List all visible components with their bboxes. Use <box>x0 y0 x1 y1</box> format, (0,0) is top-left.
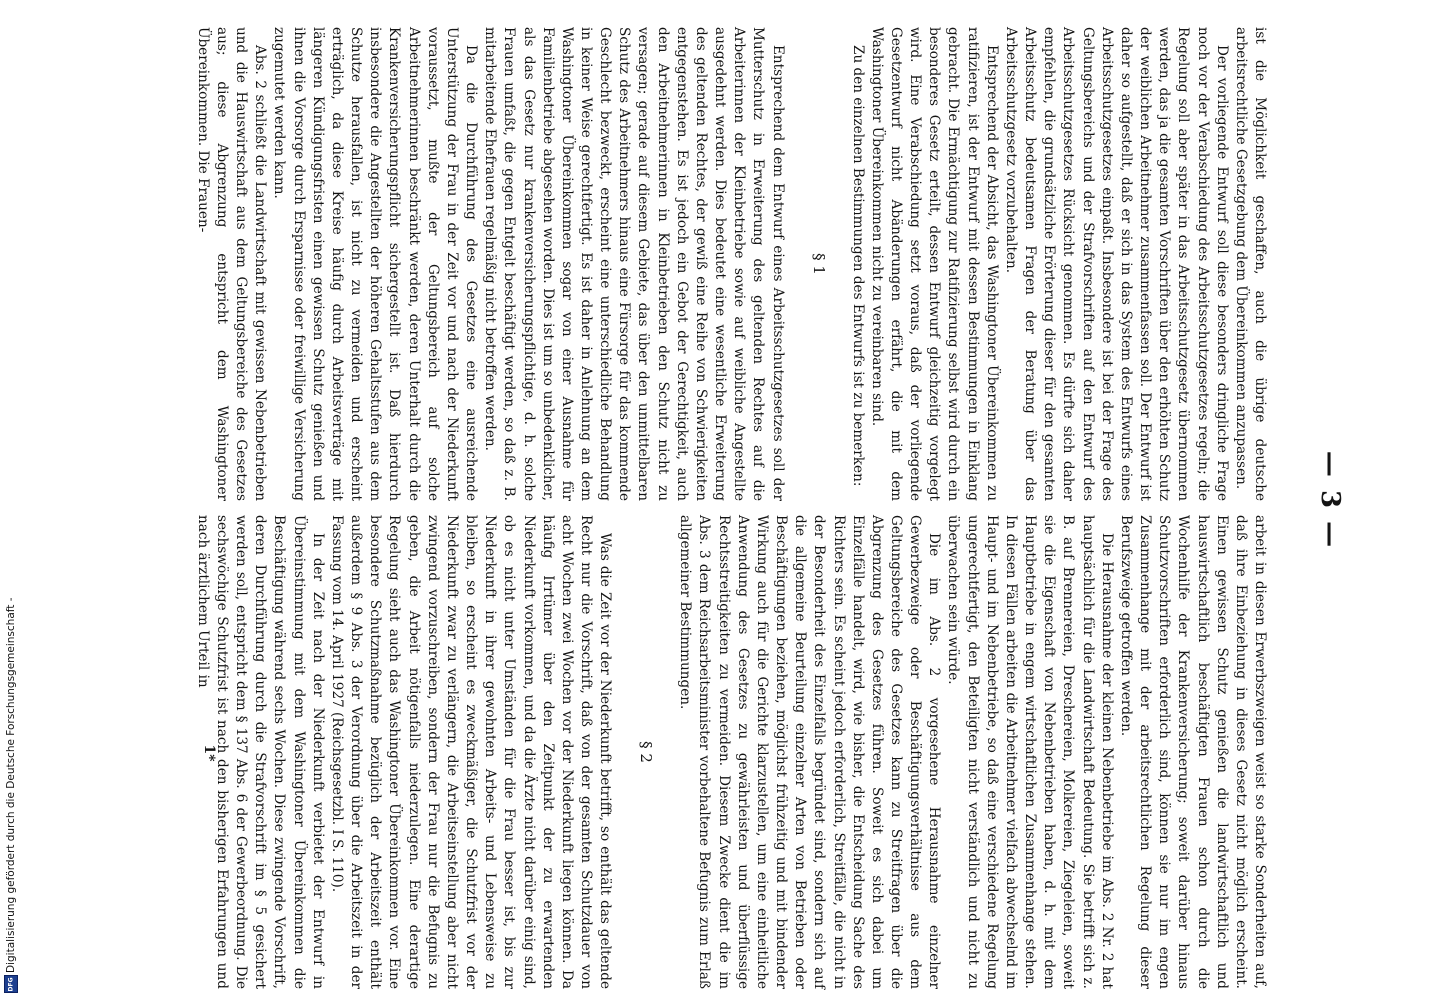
paragraph: Da die Durchführung des Gesetzes eine ausreichende Unterstützung der Frau in der Zeit vor und nach der Niederkunft voraussetzt, mußte der Geltungsbereich auf solche Arbeitnehmerinnen beschränkt werden, deren Unterhalt durch die Krankenversicherungspflicht sichergestellt ist. Daß hierdurch insbesondere die Angestellten der höheren Gehaltsstufen aus dem Schutze herausfallen, ist nicht zu vermeiden und erscheint erträglich, da diese Kreise häufig durch Arbeitsverträge mit längeren Kündigungsfristen einen gewissen Schutz genießen und ihnen die Vorsorge durch Ersparnisse oder freiwillige Versicherung zugemutet werden kann. <box>271 27 480 501</box>
paragraph: Die Herausnahme der kleinen Nebenbetriebe im Abs. 2 Nr. 2 hat hauptsächlich für die Landwirtschaft Bedeutung. Sie betrifft sich z. B. auf Brennereien, Dreschereien, Molkereien, Ziegeleien, soweit sie die Eigenschaft von Nebenbetrieben haben, d. h. mit dem Hauptbetriebe in engem wirtschaftlichen Zusammenhange stehen. In diesen Fällen arbeiten die Arbeitnehmer vielfach abwechselnd im Haupt- und im Nebenbetriebe, so daß eine verschiedene Regelung ungerechtfertigt, den Beteiligten nicht verständlich und nicht zu überwachen sein würde. <box>945 515 1115 989</box>
digitization-credit <box>4 7 18 993</box>
left-column <box>193 27 1269 501</box>
footnote-marker: 1* <box>201 744 217 762</box>
paragraph: Abs. 2 schließt die Landwirtschaft mit gewissen Nebenbetrieben und die Hauswirtschaft aus dem Geltungsbereiche des Gesetzes aus; diese Abgrenzung entspricht dem Washingtoner Übereinkommen. Die Frauen- <box>194 27 269 501</box>
section-heading: § 2 <box>637 741 656 763</box>
paragraph: ist die Möglichkeit geschaffen, auch die übrige deutsche arbeitsrechtliche Gesetzgebung dem Übereinkommen anzupassen. <box>1232 27 1268 501</box>
paragraph: arbeit in diesen Erwerbszweigen weist so starke Sonderheiten auf, daß ihre Einbeziehung in dieses Gesetz nicht möglich erscheint. Einen gewissen Schutz genießen die landwirtschaftlich und hauswirtschaftlich beschäftigten Frauen schon durch die Wochenhilfe der Krankenversicherung; soweit darüber hinaus Schutzvorschriften erforderlich sind, können sie nur im engen Zusammenhange mit der arbeitsrechtlichen Regelung dieser Berufszweige getroffen werden. <box>1117 515 1268 989</box>
paragraph: Entsprechend dem Entwurf eines Arbeitsschutzgesetzes soll der Mutterschutz in Erweiterung des geltenden Rechtes auf die Arbeiterinnen der Kleinbetriebe sowie auf weibliche Angestellte ausgedehnt werden. Dies bedeutet eine wesentliche Erweiterung des geltenden Rechtes, der gewiß eine Reihe von Schwierigkeiten entgegenstehen. Es ist jedoch ein Gebot der Gerechtigkeit, auch den Arbeitnehmerinnen in Kleinbetrieben den Schutz nicht zu versagen; gerade auf diesem Gebiete, das über den unmittelbaren Schutz des Arbeitnehmers hinaus eine Fürsorge für das kommende Geschlecht bezweckt, erscheint eine unterschiedliche Behandlung in keiner Weise gerechtfertigt. Es ist daher in Anlehnung an dem Washingtoner Übereinkommen sogar von einer Ausnahme für Familienbetriebe abgesehen worden. Dies ist um so unbedenklicher, als das Gesetz nur krankenversicherungspflichtige, d. h. solche Frauen umfaßt, die gegen Entgelt beschäftigt werden, so daß z. B. mitarbeitende Ehefrauen regelmäßig nicht betroffen werden. <box>482 27 786 501</box>
paragraph: Was die Zeit vor der Niederkunft betrifft, so enthält das geltende Recht nur die Vorschrift, daß von der gesamten Schutzdauer von acht Wochen zwei Wochen vor der Niederkunft liegen können. Da häufig Irrtümer über den Zeitpunkt der zu erwartenden Niederkunft vorkommen, und da die Ärzte nicht darüber einig sind, ob es nicht unter Umständen für die Frau besser ist, bis zur Niederkunft in ihrer gewohnten Arbeits- und Lebensweise zu bleiben, so erscheint es zweckmäßiger, die Schutzfrist vor der Niederkunft zwar zu verlängern, die Arbeitseinstellung aber nicht zwingend vorzuschreiben, sondern der Frau nur die Befugnis zu geben, die Arbeit nötigenfalls niederzulegen. Eine derartige Regelung sieht auch das Washingtoner Übereinkommen vor. Eine besondere Schutzmaßnahme bezüglich der Arbeitszeit enthält außerdem § 9 Abs. 3 der Verordnung über die Arbeitszeit in der Fassung vom 14. April 1927 (Reichsgesetzbl. I S. 110). <box>328 515 614 989</box>
page-number: — 3 — <box>1315 450 1345 550</box>
rotated-page <box>117 0 1417 1000</box>
paragraph: Der vorliegende Entwurf soll diese besonders dringliche Frage noch vor der Verabschiedung des Arbeitsschutzgesetzes regeln; die Regelung soll aber später in das Arbeitsschutzgesetz übernommen werden, das ja die gesamten Vorschriften über den erhöhten Schutz der weiblichen Arbeitnehmer zusammenfassen soll. Der Entwurf ist daher so aufgestellt, daß er sich in das System des Entwurfs eines Arbeitsschutzgesetzes einpaßt. Insbesondere ist bei der Frage des Geltungsbereichs und der Strafvorschriften auf den Entwurf des Arbeitsschutzgesetzes Rücksicht genommen. Es dürfte sich daher empfehlen, die grundsätzliche Erörterung dieser für den gesamten Arbeitsschutz bedeutsamen Fragen der Beratung über das Arbeitsschutzgesetz vorzubehalten. <box>1002 27 1230 501</box>
right-column <box>193 515 1269 989</box>
credit-line: Digitalisierung gefördert durch die Deutsche Forschungsgemeinschaft - <box>5 597 17 973</box>
paragraph: Entsprechend der Absicht, das Washingtoner Übereinkommen zu ratifizieren, ist der Entwurf mit dessen Bestimmungen in Einklang gebracht. Die Ermächtigung zur Ratifizierung selbst wird durch ein besonderes Gesetz erteilt, dessen Entwurf gleichzeitig vorgelegt wird. Eine Verabschiedung setzt voraus, daß der vorliegende Gesetzentwurf nicht Abänderungen erfährt, die mit dem Washingtoner Übereinkommen nicht zu vereinbaren sind. <box>868 27 1000 501</box>
section-heading: § 1 <box>809 253 828 275</box>
dfg-logo-icon <box>4 975 18 993</box>
paragraph: Die im Abs. 2 vorgesehene Herausnahme einzelner Gewerbezweige oder Beschäftigungsverhältnisse aus dem Geltungsbereiche des Gesetzes kann zu Streitfragen über die Abgrenzung des Gesetzes führen. Soweit es sich dabei um Einzelfälle handelt, wird, wie bisher, die Entscheidung Sache des Richters sein. Es scheint jedoch erforderlich, Streitfälle, die nicht in der Besonderheit des Einzelfalls begründet sind, sondern sich auf die allgemeine Beurteilung einzelner Arten von Betrieben oder Beschäftigungen beziehen, möglichst frühzeitig und mit bindender Wirkung auch für die Gerichte klarzustellen, um eine einheitliche Anwendung des Gesetzes zu gewährleisten und überflüssige Rechtsstreitigkeiten zu vermeiden. Diesem Zwecke dient die im Abs. 3 dem Reichsarbeitsminister vorbehaltene Befugnis zum Erlaß allgemeiner Bestimmungen. <box>677 515 943 989</box>
paragraph: In der Zeit nach der Niederkunft verbietet der Entwurf in Übereinstimmung mit dem Washingtoner Übereinkommen die Beschäftigung während sechs Wochen. Diese zwingende Vorschrift, deren Durchführung durch die Strafvorschrift im § 5 gesichert werden soll, entspricht dem § 137 Abs. 6 der Gewerbeordnung. Die sechswöchige Schutzfrist ist nach den bisherigen Erfahrungen und nach ärztlichem Urteil in <box>194 515 326 989</box>
paragraph: Zu den einzelnen Bestimmungen des Entwurfs ist zu bemerken: <box>849 45 866 487</box>
logo-text: DFG <box>7 976 15 992</box>
